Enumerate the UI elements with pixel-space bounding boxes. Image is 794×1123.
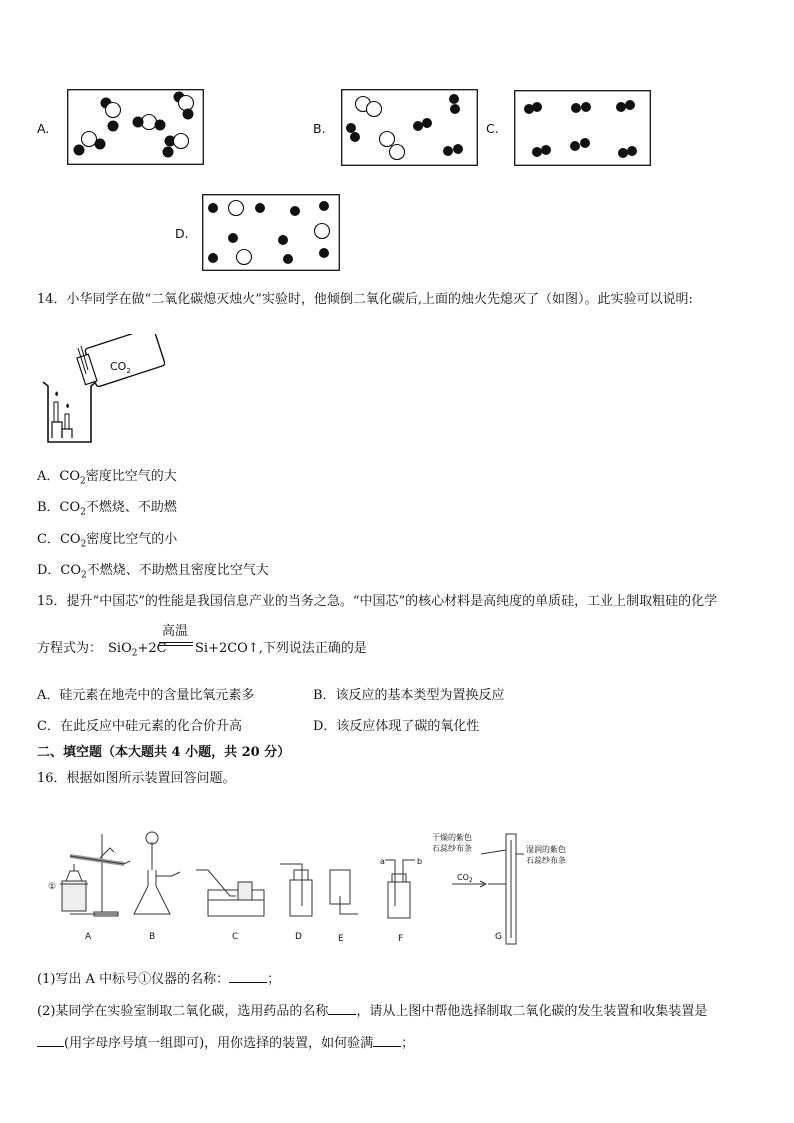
q15-option-b[interactable]: B．该反应的基本类型为置换反应: [313, 688, 505, 703]
svg-text:a: a: [380, 857, 385, 866]
co2-label: $CO_2$: [457, 873, 473, 884]
molecule-diagram-c: [514, 90, 651, 166]
q16-sub1: (1)写出 A 中标号①仪器的名称： ；: [37, 972, 281, 987]
q14-option-d[interactable]: D．$CO_2$不燃烧、不助燃且密度比空气大: [37, 563, 269, 581]
answer-blank[interactable]: [373, 1034, 401, 1047]
answer-blank[interactable]: [37, 1034, 64, 1047]
molecule-diagram-d: [202, 194, 340, 271]
svg-text:E: E: [338, 934, 344, 944]
q16-stem: 16．根据如图所示装置回答问题。: [37, 771, 236, 786]
q14-option-c[interactable]: C．$CO_2$密度比空气的小: [37, 532, 178, 550]
svg-text:B: B: [149, 932, 156, 942]
answer-blank[interactable]: [229, 970, 267, 983]
q15-option-c[interactable]: C．在此反应中硅元素的化合价升高: [37, 719, 242, 734]
section-title: 二、填空题（本大题共 4 小题，共 20 分）: [37, 745, 291, 760]
q14-option-a[interactable]: A．$CO_2$密度比空气的大: [37, 469, 177, 487]
svg-text:干燥的紫色: 干燥的紫色: [432, 833, 472, 842]
q14-option-b[interactable]: B．$CO_2$不燃烧、不助燃: [37, 500, 177, 518]
co2-candle-experiment-figure: [40, 334, 165, 446]
option-letter: B.: [313, 121, 326, 136]
q16-sub2-line2: (用字母序号填一组即可)，用你选择的装置，如何验满 ；: [37, 1034, 414, 1052]
svg-text:F: F: [398, 934, 404, 944]
svg-text:石蕊纱布条: 石蕊纱布条: [526, 856, 566, 865]
q14-stem: 14．小华同学在做“二氧化碳熄灭烛火”实验时，他倾倒二氧化碳后,上面的烛火先熄灭了（如图）。此实验可以说明:: [37, 292, 693, 307]
marker-label: ①: [48, 882, 57, 892]
svg-text:C: C: [232, 932, 239, 942]
svg-text:G: G: [495, 932, 502, 942]
svg-text:石蕊纱布条: 石蕊纱布条: [432, 844, 472, 853]
answer-blank[interactable]: [328, 1002, 356, 1015]
molecule-diagram-b: [341, 89, 478, 166]
option-letter: D.: [175, 226, 189, 241]
option-letter: C.: [486, 121, 499, 136]
equation-line: [159, 642, 193, 643]
equation-line: [159, 645, 193, 646]
q16-sub2-line1: (2)某同学在实验室制取二氧化碳，选用药品的名称 ，请从上图中帮他选择制取二氧化碳的发生装置和收集装置是: [37, 1004, 708, 1019]
svg-text:A: A: [85, 932, 92, 942]
apparatus-diagram: [40, 826, 600, 948]
svg-text:湿润的紫色: 湿润的紫色: [526, 845, 566, 854]
co2-label: $CO_2$: [110, 360, 131, 375]
q15-stem: 15．提升“中国芯”的性能是我国信息产业的当务之急。“中国芯”的核心材料是高纯度的单质硅，工业上制取粗硅的化学: [37, 594, 718, 609]
q15-option-d[interactable]: D．该反应体现了碳的氧化性: [313, 719, 480, 734]
svg-text:D: D: [295, 932, 302, 942]
q15-option-a[interactable]: A．硅元素在地壳中的含量比氧元素多: [37, 688, 255, 703]
option-letter: A.: [37, 121, 50, 136]
reaction-condition: 高温: [162, 624, 189, 639]
svg-text:b: b: [417, 857, 423, 866]
molecule-diagram-a: [67, 89, 204, 165]
